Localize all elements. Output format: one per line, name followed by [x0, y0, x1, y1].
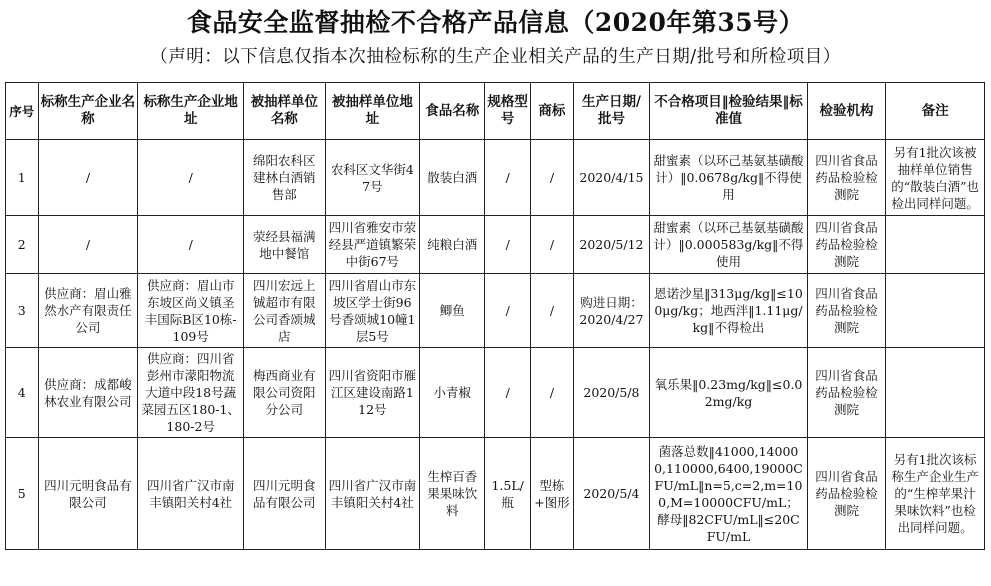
- nonconforming-item: 甜蜜素（以环己基氨基磺酸计）‖0.0678g/kg‖不得使用: [650, 140, 808, 216]
- producer-name: /: [38, 216, 138, 274]
- row-number: 4: [6, 348, 39, 438]
- producer-name: 供应商：成都峻林农业有限公司: [38, 348, 138, 438]
- producer-address: 供应商：眉山市东坡区尚义镇圣丰国际B区10栋-109号: [138, 274, 244, 348]
- header-cell: 检验机构: [807, 83, 885, 140]
- header-cell: 被抽样单位地址: [325, 83, 420, 140]
- food-name: 小青椒: [420, 348, 485, 438]
- production-date: 2020/4/15: [573, 140, 649, 216]
- food-name: 鲫鱼: [420, 274, 485, 348]
- table-row: [6, 216, 985, 274]
- production-date: 2020/5/12: [573, 216, 649, 274]
- production-date: 2020/5/4: [573, 438, 649, 550]
- brand: /: [531, 140, 574, 216]
- spec: /: [485, 140, 531, 216]
- sampled-unit-address: 四川省雅安市荥经县严道镇繁荣中街67号: [325, 216, 420, 274]
- table-row: [6, 438, 985, 550]
- nonconforming-item: 菌落总数‖41000,140000,110000,6400,19000CFU/mL‖n=5,c=2,m=100,M=10000CFU/mL；酵母‖82CFU/mL‖≤20CFU/mL: [650, 438, 808, 550]
- sampled-unit-name: 四川元明食品有限公司: [244, 438, 325, 550]
- header-cell: 标称生产企业地址: [138, 83, 244, 140]
- header-cell: 商标: [531, 83, 574, 140]
- producer-address: /: [138, 216, 244, 274]
- sampled-unit-address: 四川省广汉市南丰镇阳关村4社: [325, 438, 420, 550]
- brand: /: [531, 274, 574, 348]
- page-subtitle: （声明：以下信息仅指本次抽检标称的生产企业相关产品的生产日期/批号和所检项目）: [150, 47, 841, 67]
- inspection-lab: 四川省食品药品检验检测院: [807, 140, 885, 216]
- nonconforming-item: 甜蜜素（以环己基氨基磺酸计）‖0.000583g/kg‖不得使用: [650, 216, 808, 274]
- spec: /: [485, 274, 531, 348]
- header-cell: 序号: [6, 83, 39, 140]
- remark: 另有1批次该标称生产企业生产的“生榨苹果汁果味饮料”也检出同样问题。: [886, 438, 985, 550]
- sampled-unit-name: 荥经县福满地中餐馆: [244, 216, 325, 274]
- nonconforming-item: 氧乐果‖0.23mg/kg‖≤0.02mg/kg: [650, 348, 808, 438]
- page-title: 食品安全监督抽检不合格产品信息（2020年第35号）: [186, 8, 805, 37]
- header-cell: 食品名称: [420, 83, 485, 140]
- brand: /: [531, 216, 574, 274]
- inspection-lab: 四川省食品药品检验检测院: [807, 274, 885, 348]
- brand: /: [531, 348, 574, 438]
- producer-name: 供应商：眉山雅然水产有限责任公司: [38, 274, 138, 348]
- table-row: [6, 140, 985, 216]
- row-number: 2: [6, 216, 39, 274]
- row-number: 3: [6, 274, 39, 348]
- inspection-lab: 四川省食品药品检验检测院: [807, 216, 885, 274]
- spec: /: [485, 348, 531, 438]
- sampled-unit-name: 四川宏远上铖超市有限公司香颂城店: [244, 274, 325, 348]
- header-cell: 备注: [886, 83, 985, 140]
- inspection-lab: 四川省食品药品检验检测院: [807, 348, 885, 438]
- spec: /: [485, 216, 531, 274]
- brand: 型栋+图形: [531, 438, 574, 550]
- nonconforming-products-table: [5, 82, 985, 550]
- production-date: 2020/5/8: [573, 348, 649, 438]
- sampled-unit-name: 梅西商业有限公司资阳分公司: [244, 348, 325, 438]
- header-cell: 不合格项目‖检验结果‖标准值: [650, 83, 808, 140]
- remark: 另有1批次该被抽样单位销售的“散装白酒”也检出同样问题。: [886, 140, 985, 216]
- table-header-row: [6, 83, 985, 140]
- header-cell: 标称生产企业名称: [38, 83, 138, 140]
- food-name: 散装白酒: [420, 140, 485, 216]
- food-name: 生榨百香果果味饮料: [420, 438, 485, 550]
- remark: [886, 216, 985, 274]
- nonconforming-item: 恩诺沙星‖313μg/kg‖≤100μg/kg；地西泮‖1.11μg/kg‖不得检出: [650, 274, 808, 348]
- header-cell: 生产日期/批号: [573, 83, 649, 140]
- inspection-lab: 四川省食品药品检验检测院: [807, 438, 885, 550]
- sampled-unit-address: 农科区文华街47号: [325, 140, 420, 216]
- row-number: 1: [6, 140, 39, 216]
- header-cell: 被抽样单位名称: [244, 83, 325, 140]
- spec: 1.5L/瓶: [485, 438, 531, 550]
- row-number: 5: [6, 438, 39, 550]
- producer-address: /: [138, 140, 244, 216]
- sampled-unit-address: 四川省资阳市雁江区建设南路112号: [325, 348, 420, 438]
- food-name: 纯粮白酒: [420, 216, 485, 274]
- producer-address: 四川省广汉市南丰镇阳关村4社: [138, 438, 244, 550]
- production-date: 购进日期：2020/4/27: [573, 274, 649, 348]
- sampled-unit-name: 绵阳农科区建林白酒销售部: [244, 140, 325, 216]
- remark: [886, 348, 985, 438]
- table-row: [6, 274, 985, 348]
- producer-name: 四川元明食品有限公司: [38, 438, 138, 550]
- producer-address: 供应商：四川省彭州市濛阳物流大道中段18号蔬菜园五区180-1、180-2号: [138, 348, 244, 438]
- producer-name: /: [38, 140, 138, 216]
- header-cell: 规格型号: [485, 83, 531, 140]
- table-row: [6, 348, 985, 438]
- remark: [886, 274, 985, 348]
- sampled-unit-address: 四川省眉山市东坡区学士街96号香颂城10幢1层5号: [325, 274, 420, 348]
